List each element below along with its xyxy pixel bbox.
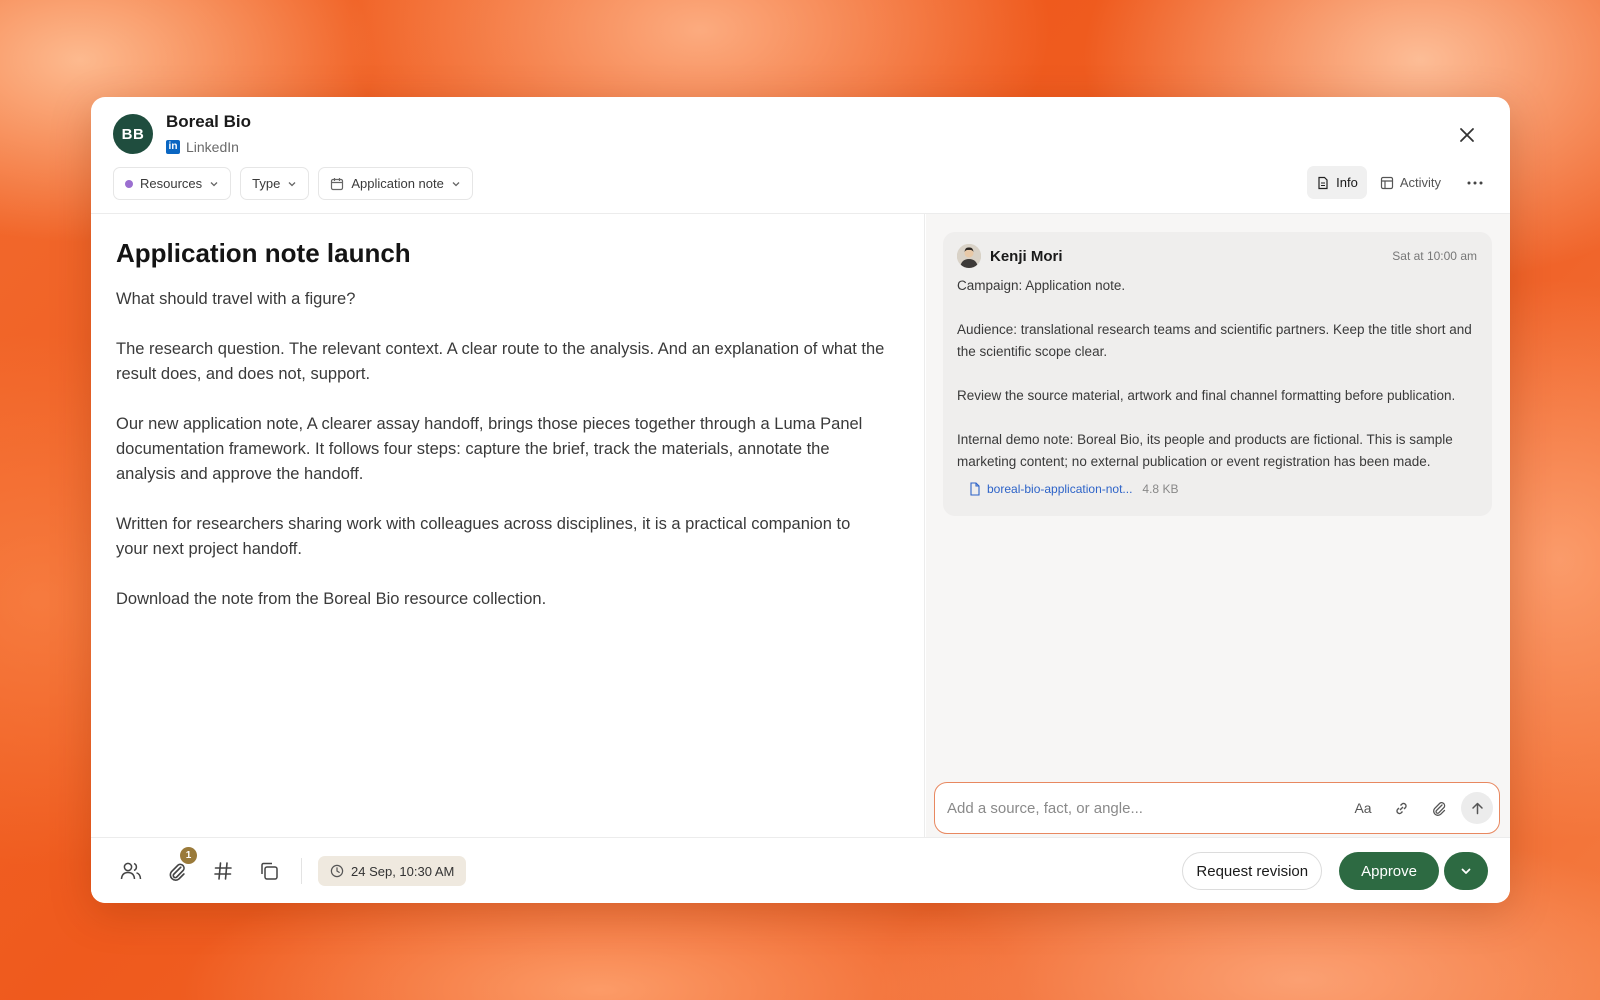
campaign-chip[interactable] xyxy=(318,167,473,200)
approve-button[interactable]: Approve xyxy=(1339,852,1439,890)
chevron-down-icon xyxy=(209,179,219,189)
dialog-header xyxy=(91,97,1510,214)
brand-avatar: BB xyxy=(113,114,153,154)
schedule-label: 24 Sep, 10:30 AM xyxy=(351,863,455,879)
attachment-name: boreal-bio-application-not... xyxy=(987,482,1133,496)
schedule-chip[interactable] xyxy=(318,856,466,886)
composer-tools xyxy=(1347,792,1493,824)
more-options-button[interactable] xyxy=(1460,166,1490,199)
close-icon xyxy=(1459,127,1475,143)
paperclip-icon xyxy=(1431,800,1447,816)
comment-input[interactable] xyxy=(947,796,1327,820)
more-horizontal-icon xyxy=(1467,181,1483,185)
tab-info[interactable] xyxy=(1307,166,1367,199)
post-body[interactable] xyxy=(116,287,886,637)
resources-chip[interactable] xyxy=(113,167,231,200)
request-revision-button[interactable]: Request revision xyxy=(1182,852,1322,890)
hashtags-button[interactable] xyxy=(207,855,239,887)
approve-options-button[interactable] xyxy=(1444,852,1488,890)
chevron-down-icon xyxy=(451,179,461,189)
attach-file-button[interactable] xyxy=(1423,792,1455,824)
post-paragraph: Written for researchers sharing work with colleagues across disciplines, it is a practical companion to your next project handoff. xyxy=(116,515,851,558)
attachment-size: 4.8 KB xyxy=(1142,482,1179,496)
tab-activity-label: Activity xyxy=(1399,175,1441,190)
post-editor[interactable] xyxy=(91,214,925,837)
clock-icon xyxy=(330,864,344,878)
arrow-up-icon xyxy=(1471,802,1484,815)
tab-activity[interactable] xyxy=(1371,166,1450,199)
type-chip-label: Type xyxy=(252,176,281,191)
info-panel xyxy=(926,214,1510,837)
post-paragraph: What should travel with a figure? xyxy=(116,290,356,308)
post-paragraph: The research question. The relevant context. A clear route to the analysis. And an explanation of what the result does, and does not, support. xyxy=(116,340,885,383)
post-title[interactable]: Application note launch xyxy=(116,238,411,268)
hashtag-icon xyxy=(213,861,233,881)
person-avatar-icon xyxy=(957,244,981,268)
assignees-button[interactable] xyxy=(115,855,147,887)
review-actions xyxy=(1182,852,1488,890)
file-icon xyxy=(969,482,981,496)
attachment-link[interactable] xyxy=(969,482,1178,496)
post-property-chips xyxy=(113,167,473,200)
calendar-icon xyxy=(330,177,344,191)
footer-divider xyxy=(301,858,302,884)
send-button[interactable] xyxy=(1461,792,1493,824)
format-text-button[interactable] xyxy=(1347,792,1379,824)
format-text-icon: Aa xyxy=(1354,800,1372,816)
duplicate-button[interactable] xyxy=(253,855,285,887)
paperclip-icon xyxy=(167,861,187,881)
dialog-footer xyxy=(91,837,1510,903)
commenter-name: Kenji Mori xyxy=(990,248,1063,265)
post-review-dialog xyxy=(91,97,1510,903)
users-icon xyxy=(120,861,142,881)
comment-paragraph: Campaign: Application note. xyxy=(957,278,1126,293)
side-panel-tabs xyxy=(1307,166,1490,199)
type-chip[interactable] xyxy=(240,167,309,200)
channel-label xyxy=(166,139,239,155)
resources-chip-label: Resources xyxy=(140,176,203,191)
chevron-down-icon xyxy=(1460,865,1472,877)
copy-icon xyxy=(259,861,279,881)
comment-paragraph: Audience: translational research teams and scientific partners. Keep the title short and the scientific scope clear. xyxy=(957,322,1472,359)
document-icon xyxy=(1316,176,1330,190)
post-paragraph: Our new application note, A clearer assay handoff, brings those pieces together through a Luma Panel documentation framework. It follows four steps: capture the brief, track the materials, annotate the analysis and approve the handoff. xyxy=(116,415,863,483)
footer-tools xyxy=(115,850,466,887)
commenter-avatar xyxy=(957,244,981,268)
link-icon xyxy=(1393,800,1410,817)
attachment-count-badge: 1 xyxy=(180,847,197,864)
channel-name: LinkedIn xyxy=(186,139,239,155)
attachments-button[interactable] xyxy=(161,850,193,887)
campaign-chip-label: Application note xyxy=(351,176,444,191)
comment-timestamp: Sat at 10:00 am xyxy=(1392,249,1477,263)
brand-name: Boreal Bio xyxy=(166,112,252,131)
comment-card xyxy=(943,232,1492,516)
tab-info-label: Info xyxy=(1336,175,1358,190)
resources-dot-icon xyxy=(125,180,133,188)
layout-icon xyxy=(1380,176,1394,190)
comment-paragraph: Internal demo note: Boreal Bio, its people and products are fictional. This is sample marketing content; no external publication or event registration has been made. xyxy=(957,432,1453,469)
comment-composer xyxy=(934,782,1500,834)
linkedin-icon: in xyxy=(166,140,180,154)
post-paragraph: Download the note from the Boreal Bio resource collection. xyxy=(116,590,547,608)
comment-paragraph: Review the source material, artwork and final channel formatting before publication. xyxy=(957,388,1456,403)
chevron-down-icon xyxy=(287,179,297,189)
insert-link-button[interactable] xyxy=(1385,792,1417,824)
close-button[interactable] xyxy=(1452,120,1482,150)
comment-text xyxy=(957,275,1477,495)
